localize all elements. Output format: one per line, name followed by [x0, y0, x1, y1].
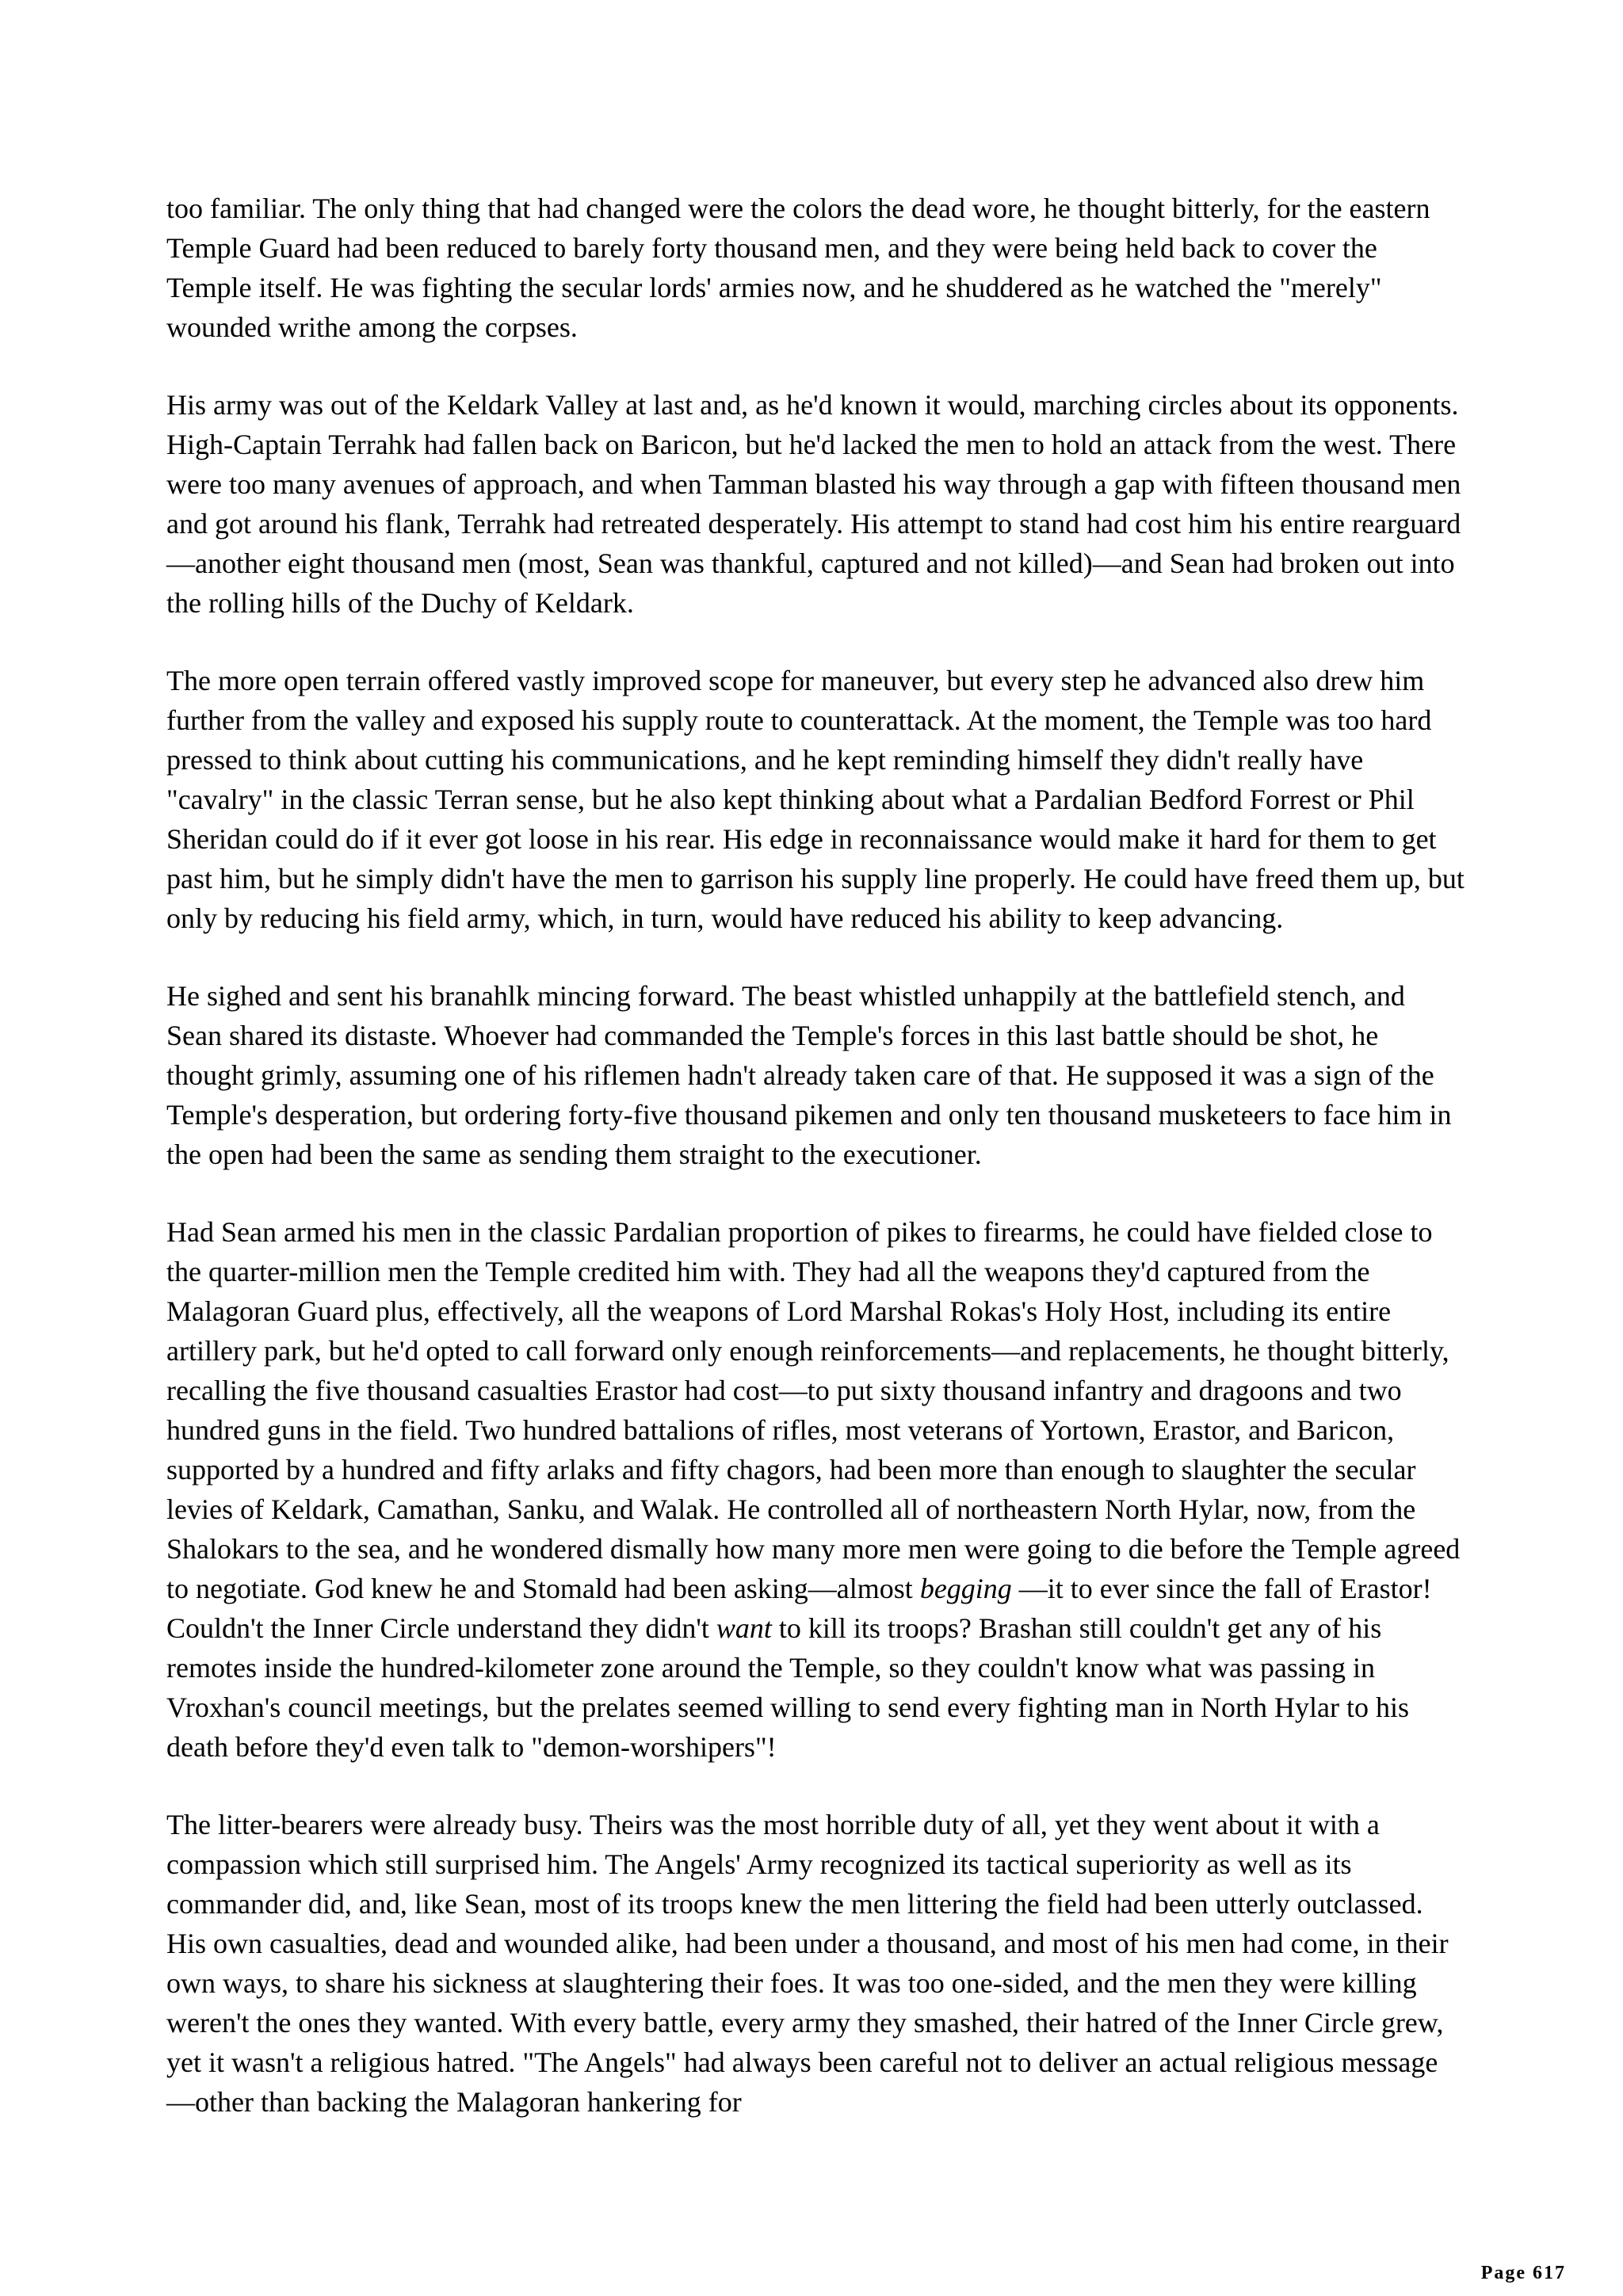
paragraph	[166, 385, 1466, 623]
paragraph	[166, 976, 1466, 1174]
page-number: Page 617	[1480, 2263, 1566, 2283]
paragraph-text: to kill its troops? Brashan still couldn't get any of his remotes inside the hundred-kilometer zone around the Temple, so they couldn't know what was passing in Vroxhan's council meetings, but the prelates seemed willing to send every fighting man in North Hylar to his death before they'd even talk to "demon-worshipers"!	[166, 1612, 1409, 1763]
emphasis-text: begging	[919, 1573, 1012, 1604]
paragraph-text: too familiar. The only thing that had changed were the colors the dead wore, he thought bitterly, for the eastern Temple Guard had been reduced to barely forty thousand men, and they were being held back to cover the Temple itself. He was fighting the secular lords' armies now, and he shuddered as he watched the "merely" wounded writhe among the corpses.	[166, 193, 1430, 343]
paragraph-text: Had Sean armed his men in the classic Pardalian proportion of pikes to firearms, he could have fielded close to the quarter-million men the Temple credited him with. They had all the weapons they'd captured from the Malagoran Guard plus, effectively, all the weapons of Lord Marshal Rokas's Holy Host, including its entire artillery park, but he'd opted to call forward only enough reinforcements—and replacements, he thought bitterly, recalling the five thousand casualties Erastor had cost—to put sixty thousand infantry and dragoons and two hundred guns in the field. Two hundred battalions of rifles, most veterans of Yortown, Erastor, and Baricon, supported by a hundred and fifty arlaks and fifty chagors, had been more than enough to slaughter the secular levies of Keldark, Camathan, Sanku, and Walak. He controlled all of northeastern North Hylar, now, from the Shalokars to the sea, and he wondered dismally how many more men were going to die before the Temple agreed to negotiate. God knew he and Stomald had been asking—almost	[166, 1216, 1461, 1604]
paragraph-text: His army was out of the Keldark Valley at last and, as he'd known it would, marching circles about its opponents. High-Captain Terrahk had fallen back on Baricon, but he'd lacked the men to hold an attack from the west. There were too many avenues of approach, and when Tamman blasted his way through a gap with fifteen thousand men and got around his flank, Terrahk had retreated desperately. His attempt to stand had cost him his entire rearguard—another eight thousand men (most, Sean was thankful, captured and not killed)—and Sean had broken out into the rolling hills of the Duchy of Keldark.	[166, 389, 1461, 619]
paragraph-text: He sighed and sent his branahlk mincing forward. The beast whistled unhappily at the battlefield stench, and Sean shared its distaste. Whoever had commanded the Temple's forces in this last battle should be shot, he thought grimly, assuming one of his riflemen hadn't already taken care of that. He supposed it was a sign of the Temple's desperation, but ordering forty-five thousand pikemen and only ten thousand musketeers to face him in the open had been the same as sending them straight to the executioner.	[166, 980, 1452, 1170]
paragraph	[166, 189, 1466, 347]
paragraph	[166, 661, 1466, 938]
emphasis-text: want	[716, 1612, 772, 1644]
paragraph-text: The litter-bearers were already busy. Theirs was the most horrible duty of all, yet they went about it with a compassion which still surprised him. The Angels' Army recognized its tactical superiority as well as its commander did, and, like Sean, most of its troops knew the men littering the field had been utterly outclassed. His own casualties, dead and wounded alike, had been under a thousand, and most of his men had come, in their own ways, to share his sickness at slaughtering their foes. It was too one-sided, and the men they were killing weren't the ones they wanted. With every battle, every army they smashed, their hatred of the Inner Circle grew, yet it wasn't a religious hatred. "The Angels" had always been careful not to deliver an actual religious message—other than backing the Malagoran hankering for	[166, 1809, 1449, 2118]
paragraph	[166, 1212, 1466, 1767]
paragraph	[166, 1805, 1466, 2122]
paragraph-text: —it to ever since the fall of Erastor! Couldn't the Inner Circle understand they didn't	[166, 1573, 1432, 1644]
page-body	[166, 189, 1466, 2160]
paragraph-text: The more open terrain offered vastly improved scope for maneuver, but every step he advanced also drew him further from the valley and exposed his supply route to counterattack. At the moment, the Temple was too hard pressed to think about cutting his communications, and he kept reminding himself they didn't really have "cavalry" in the classic Terran sense, but he also kept thinking about what a Pardalian Bedford Forrest or Phil Sheridan could do if it ever got loose in his rear. His edge in reconnaissance would make it hard for them to get past him, but he simply didn't have the men to garrison his supply line properly. He could have freed them up, but only by reducing his field army, which, in turn, would have reduced his ability to keep advancing.	[166, 665, 1465, 934]
